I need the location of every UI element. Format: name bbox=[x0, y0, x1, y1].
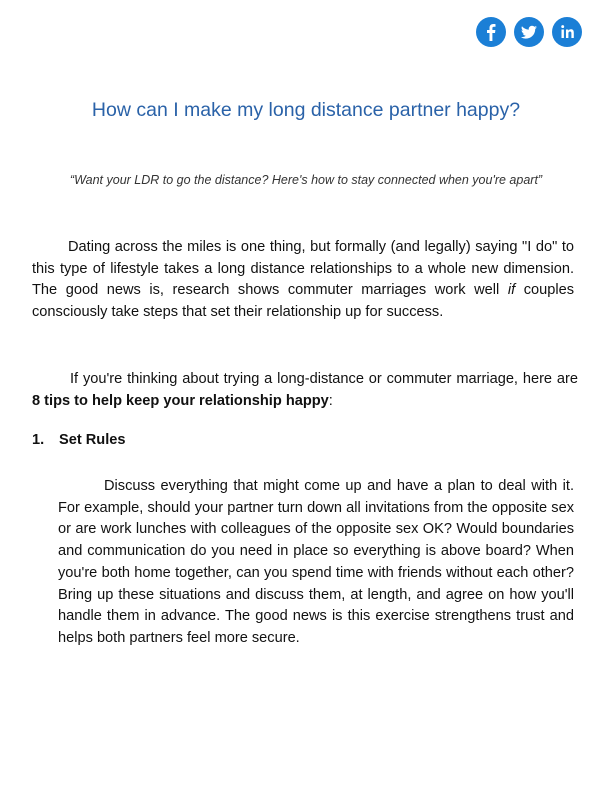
page-title: How can I make my long distance partner happy? bbox=[91, 99, 521, 121]
tips-intro-paragraph bbox=[32, 369, 578, 412]
twitter-bird-icon bbox=[514, 17, 544, 47]
subtitle-quote: “Want your LDR to go the distance? Here's how to stay connected when you're apart” bbox=[69, 173, 543, 187]
intro-emphasis: if bbox=[507, 282, 516, 299]
linkedin-icon bbox=[552, 17, 582, 47]
section-number: 1. bbox=[32, 432, 45, 448]
facebook-icon bbox=[476, 17, 506, 47]
facebook-share-button[interactable] bbox=[476, 17, 506, 47]
intro-paragraph bbox=[32, 237, 574, 324]
intro-text-part2: couples consciously take steps that set their relationship up for success. bbox=[32, 282, 574, 321]
section-title: Set Rules bbox=[59, 432, 126, 448]
intro-text-part1: Dating across the miles is one thing, but formally (and legally) saying "I do" to this type of lifestyle takes a long distance relationships to a whole new dimension. The good news is, research shows commuter marriages work well bbox=[32, 239, 574, 299]
section-body: Discuss everything that might come up and have a plan to deal with it. For example, should your partner turn down all invitations from the opposite sex or are work lunches with colleagues of the opposite sex OK? Would boundaries and communication do you need in place so everything is above board? When you're both home together, can you spend time with friends without each other? Bring up these situations and discuss them, at length, and agree on how you'll handle them in advance. The good news is this exercise strengthens trust and helps both partners feel more secure. bbox=[58, 478, 574, 646]
twitter-share-button[interactable] bbox=[514, 17, 544, 47]
tips-intro-tail: : bbox=[328, 392, 333, 409]
tips-intro-bold: 8 tips to help keep your relationship happy bbox=[32, 392, 329, 409]
linkedin-share-button[interactable] bbox=[552, 17, 582, 47]
tips-intro-lead: If you're thinking about trying a long-distance or commuter marriage, here are bbox=[70, 371, 578, 387]
section-heading bbox=[32, 432, 126, 448]
social-share-bar bbox=[476, 17, 582, 47]
